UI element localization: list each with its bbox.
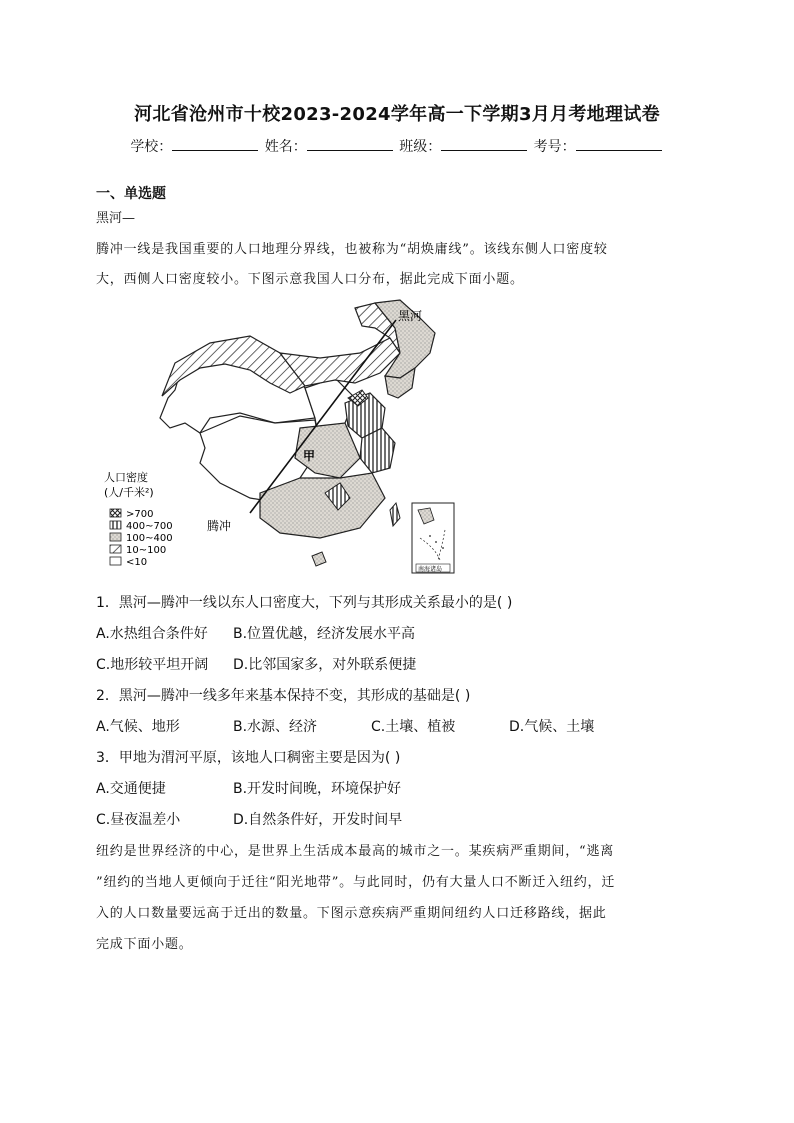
passage2-line-1: 纽约是世界经济的中心，是世界上生活成本最高的城市之一。某疾病严重期间，“逃离	[96, 844, 615, 859]
exam-title: 河北省沧州市十校2023-2024学年高一下学期3月月考地理试卷	[134, 104, 660, 125]
region-hainan	[312, 552, 326, 566]
legend-title-1: 人口密度	[104, 471, 148, 484]
school-blank[interactable]	[172, 136, 258, 151]
exam-number-blank[interactable]	[576, 136, 662, 151]
class-blank[interactable]	[441, 136, 527, 151]
passage2-line-3: 入的人口数量要远高于迁出的数量。下图示意疾病严重期间纽约人口迁移路线，据此	[96, 906, 607, 921]
question-2-option-b[interactable]: B.水源、经济	[233, 719, 318, 735]
question-1-option-d[interactable]: D.比邻国家多，对外联系便捷	[233, 657, 417, 673]
legend-label-3: 100~400	[126, 533, 173, 544]
question-3-option-c[interactable]: C.昼夜温差小	[96, 812, 181, 828]
legend-swatch-5	[110, 557, 121, 565]
region-taiwan	[390, 503, 400, 526]
label-jia: 甲	[303, 449, 316, 463]
student-info-line	[0, 136, 794, 156]
exam-number-label: 考号：	[533, 139, 576, 155]
name-label: 姓名：	[264, 139, 307, 155]
question-1-option-b[interactable]: B.位置优越，经济发展水平高	[233, 626, 416, 642]
legend-label-4: 10~100	[126, 545, 167, 556]
passage2-line-4: 完成下面小题。	[96, 937, 193, 952]
inset-island-dot	[429, 535, 431, 537]
stray-text: 黑河—	[96, 211, 136, 226]
legend-label-5: <10	[126, 557, 148, 568]
school-label: 学校：	[130, 139, 173, 155]
passage1-line-1: 腾冲一线是我国重要的人口地理分界线，也被称为“胡焕庸线”。该线东侧人口密度较	[96, 242, 608, 257]
question-3-option-a[interactable]: A.交通便捷	[96, 781, 166, 797]
passage1-line-2: 大，西侧人口密度较小。下图示意我国人口分布，据此完成下面小题。	[96, 272, 524, 287]
question-2-option-a[interactable]: A.气候、地形	[96, 719, 180, 735]
inset-island-dot	[435, 541, 437, 543]
label-tengchong: 腾冲	[207, 519, 232, 533]
question-2-option-c[interactable]: C.土壤、植被	[371, 719, 456, 735]
population-density-map	[100, 298, 460, 580]
legend-title-2: (人/千米²)	[104, 486, 154, 499]
question-1-option-c[interactable]: C.地形较平坦开阔	[96, 657, 209, 673]
legend-swatch-4	[110, 545, 121, 553]
question-2-option-d[interactable]: D.气候、土壤	[509, 719, 595, 735]
inset-caption: 南海诸岛	[418, 566, 443, 573]
legend-label-1: >700	[126, 509, 154, 520]
question-3-stem: 3．甲地为渭河平原，该地人口稠密主要是因为( )	[96, 750, 401, 766]
question-2-stem: 2．黑河—腾冲一线多年来基本保持不变，其形成的基础是( )	[96, 688, 471, 704]
question-1-stem: 1．黑河—腾冲一线以东人口密度大，下列与其形成关系最小的是( )	[96, 595, 513, 611]
question-1-option-a[interactable]: A.水热组合条件好	[96, 626, 208, 642]
legend-label-2: 400~700	[126, 521, 173, 532]
question-3-option-b[interactable]: B.开发时间晚，环境保护好	[233, 781, 402, 797]
class-label: 班级：	[399, 139, 442, 155]
legend-swatch-3	[110, 533, 121, 541]
question-3-option-d[interactable]: D.自然条件好，开发时间早	[233, 812, 403, 828]
label-heihe: 黑河	[398, 309, 423, 323]
legend-swatch-2	[110, 521, 121, 529]
inset-island-dot	[442, 547, 444, 549]
name-blank[interactable]	[307, 136, 393, 151]
section-title: 一、单选题	[96, 186, 166, 202]
south-china-sea-inset	[412, 503, 454, 573]
legend-swatch-1	[110, 509, 121, 517]
passage2-line-2: ”纽约的当地人更倾向于迁往“阳光地带”。与此同时，仍有大量人口不断迁入纽约，迁	[96, 875, 616, 890]
